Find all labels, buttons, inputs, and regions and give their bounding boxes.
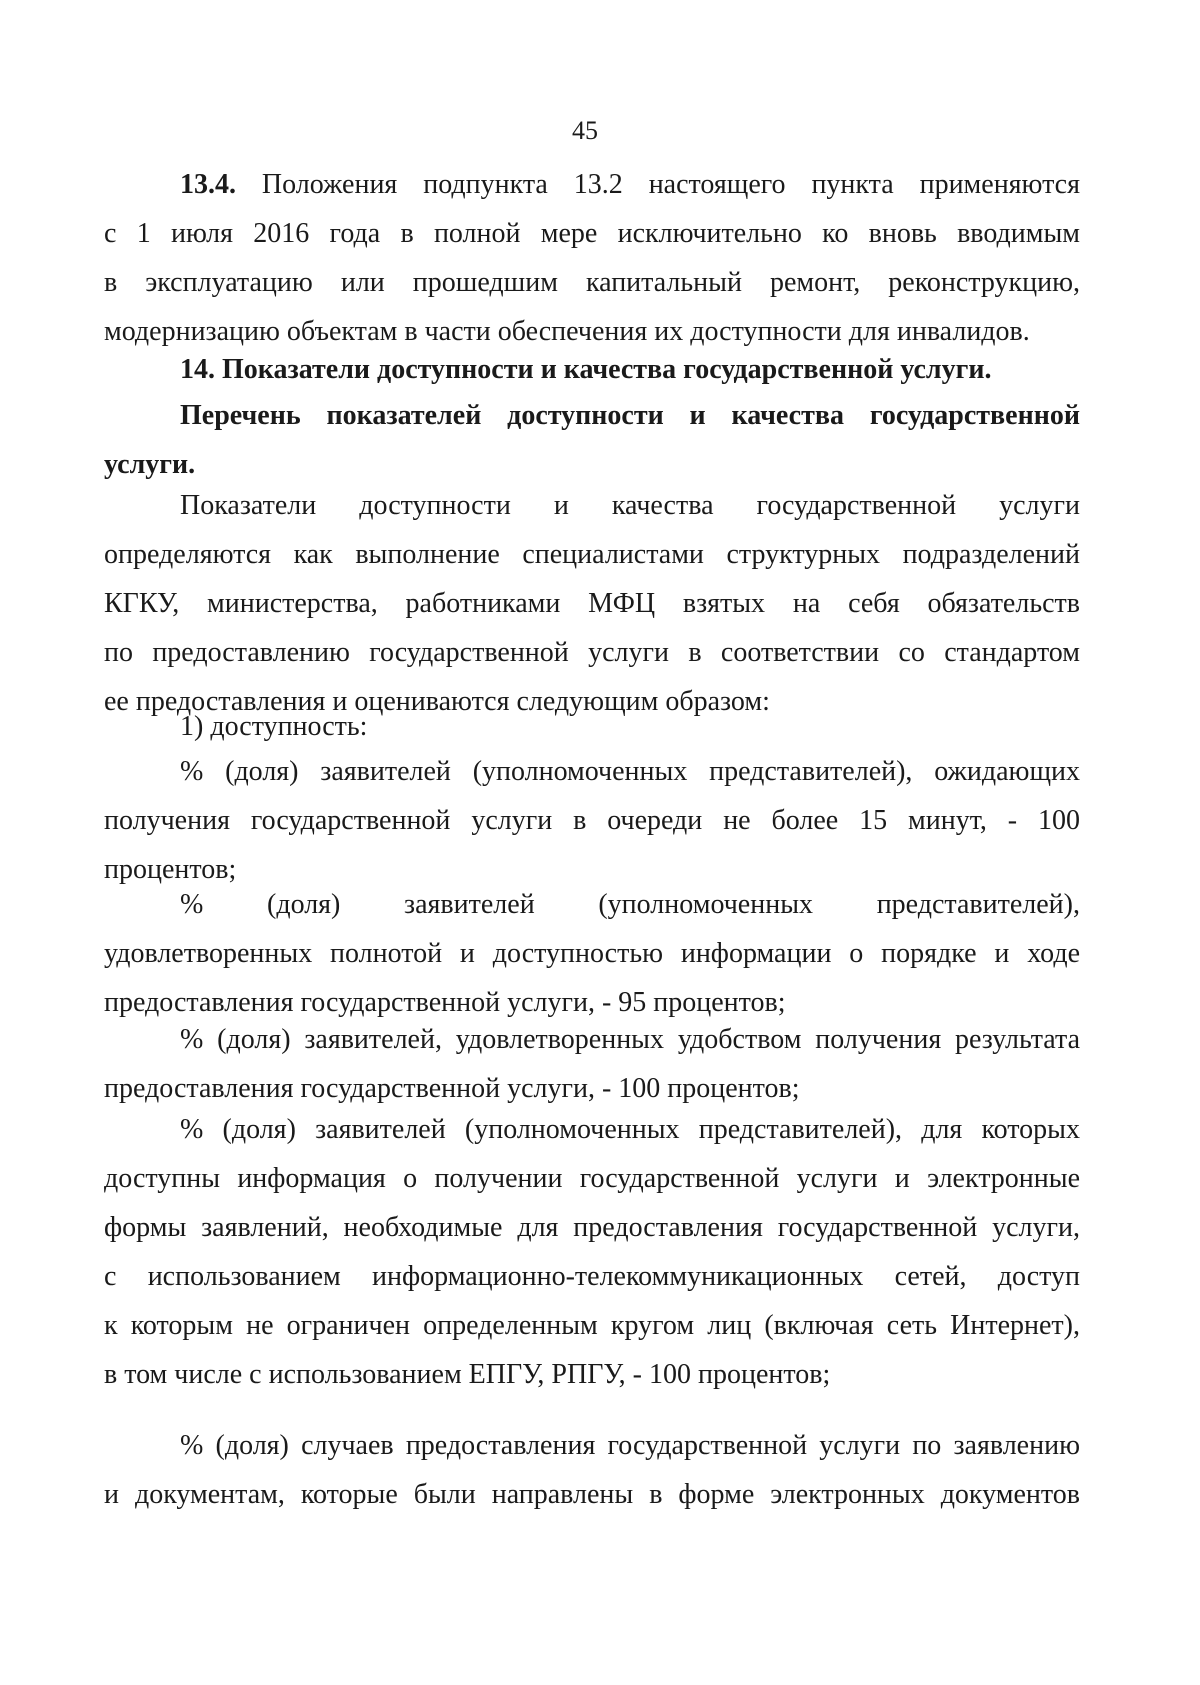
paragraph-line: процентов; bbox=[104, 854, 237, 885]
paragraph-13-4 bbox=[104, 160, 1080, 356]
paragraph-information bbox=[104, 880, 1080, 1027]
page-number: 45 bbox=[572, 116, 598, 145]
list-item-label: 1) доступность: bbox=[180, 711, 368, 742]
paragraph-line: к которым не ограничен определенным кругом лиц (включая сеть Интернет), bbox=[104, 1310, 1080, 1341]
paragraph-line: модернизацию объектам в части обеспечения их доступности для инвалидов. bbox=[104, 316, 1030, 347]
heading-line: 14. Показатели доступности и качества государственной услуги. bbox=[180, 354, 992, 385]
paragraph-indicators bbox=[104, 481, 1080, 726]
paragraph-line: с использованием информационно-телекоммуникационных сетей, доступ bbox=[104, 1261, 1080, 1292]
paragraph-line: удовлетворенных полнотой и доступностью информации о порядке и ходе bbox=[104, 938, 1080, 969]
paragraph-line: Показатели доступности и качества государственной услуги bbox=[180, 490, 1080, 521]
paragraph-line: % (доля) заявителей, удовлетворенных удобством получения результата bbox=[180, 1024, 1080, 1055]
paragraph-number: 13.4. bbox=[180, 169, 236, 200]
paragraph-line: предоставления государственной услуги, - 95 процентов; bbox=[104, 987, 786, 1018]
list-item-accessibility bbox=[104, 702, 1080, 751]
section-heading bbox=[104, 345, 1080, 394]
paragraph-cases bbox=[104, 1421, 1080, 1519]
heading-line: Перечень показателей доступности и качества государственной bbox=[180, 400, 1080, 431]
paragraph-line: в эксплуатацию или прошедшим капитальный ремонт, реконструкцию, bbox=[104, 267, 1080, 298]
subsection-heading bbox=[104, 391, 1080, 489]
paragraph-queue bbox=[104, 747, 1080, 894]
paragraph-line: с 1 июля 2016 года в полной мере исключительно ко вновь вводимым bbox=[104, 218, 1080, 249]
paragraph-line: получения государственной услуги в очереди не более 15 минут, - 100 bbox=[104, 805, 1080, 836]
paragraph-electronic bbox=[104, 1105, 1080, 1399]
paragraph-line: доступны информация о получении государственной услуги и электронные bbox=[104, 1163, 1080, 1194]
paragraph-line: Положения подпункта 13.2 настоящего пункта применяются bbox=[261, 169, 1080, 200]
paragraph-convenience bbox=[104, 1015, 1080, 1113]
paragraph-line: предоставления государственной услуги, - 100 процентов; bbox=[104, 1073, 800, 1104]
paragraph-line: % (доля) заявителей (уполномоченных представителей), bbox=[180, 889, 1080, 920]
paragraph-line: % (доля) случаев предоставления государственной услуги по заявлению bbox=[180, 1430, 1080, 1461]
paragraph-line: и документам, которые были направлены в форме электронных документов bbox=[104, 1479, 1080, 1510]
heading-line: услуги. bbox=[104, 449, 196, 480]
paragraph-line: ее предоставления и оцениваются следующим образом: bbox=[104, 686, 770, 717]
paragraph-line: % (доля) заявителей (уполномоченных представителей), ожидающих bbox=[180, 756, 1080, 787]
paragraph-line: определяются как выполнение специалистами структурных подразделений bbox=[104, 539, 1080, 570]
paragraph-line: % (доля) заявителей (уполномоченных представителей), для которых bbox=[180, 1114, 1080, 1145]
paragraph-line: КГКУ, министерства, работниками МФЦ взятых на себя обязательств bbox=[104, 588, 1080, 619]
paragraph-line: по предоставлению государственной услуги в соответствии со стандартом bbox=[104, 637, 1080, 668]
paragraph-line: в том числе с использованием ЕПГУ, РПГУ, - 100 процентов; bbox=[104, 1359, 831, 1390]
paragraph-line: формы заявлений, необходимые для предоставления государственной услуги, bbox=[104, 1212, 1080, 1243]
